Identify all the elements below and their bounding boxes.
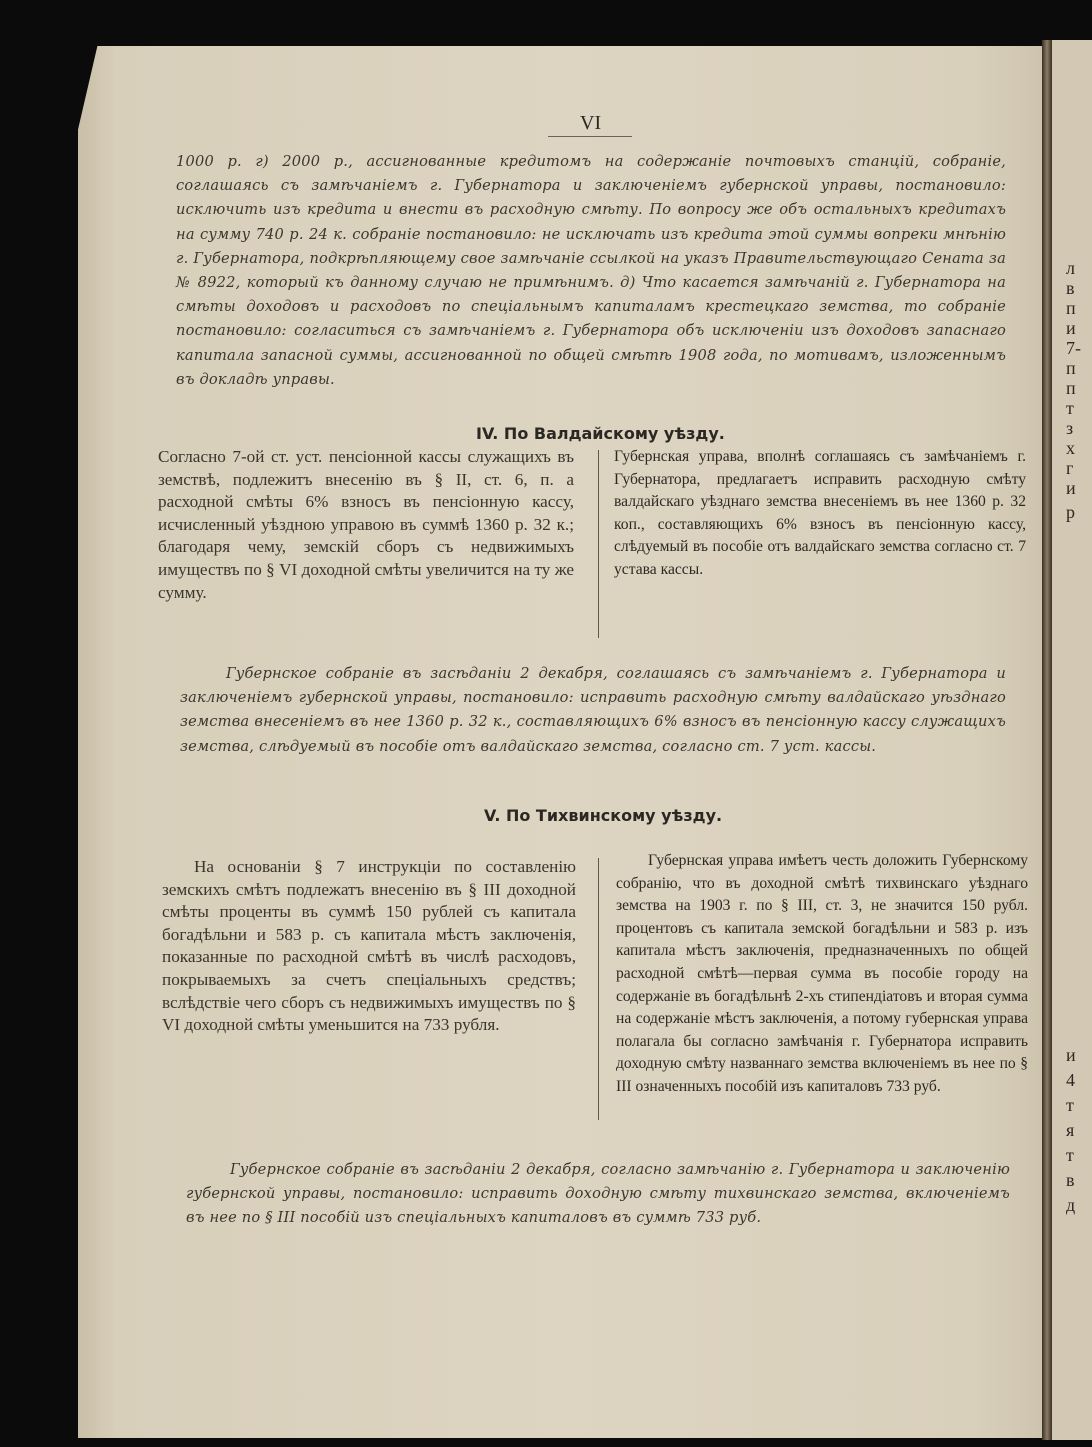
adjacent-page-fragment: п <box>1066 378 1076 398</box>
section-iv-heading: IV. По Валдайскому уѣзду. <box>476 424 725 443</box>
adjacent-page-fragment: в <box>1066 1170 1075 1190</box>
page-number: VI <box>580 112 602 134</box>
adjacent-page-fragment: т <box>1066 1095 1074 1115</box>
adjacent-page-fragment: т <box>1066 1145 1074 1165</box>
intro-paragraph: 1000 р. г) 2000 р., ассигнованные кредитомъ на содержаніе почтовыхъ станцій, собраніе, соглашаясь съ замѣчаніемъ г. Губернатора и заключеніемъ губернской управы, постановило: исключить изъ кредита и внести въ расходную смѣту. По вопросу же объ остальныхъ кредитахъ на сумму 740 р. 24 к. собраніе постановило: не исключать изъ кредита этой суммы вопреки мнѣнію г. Губернатора, подкрѣпляющему свое замѣчаніе ссылкой на указъ Правительствующаго Сената за № 8922, который къ данному случаю не примѣнимъ. д) Что касается замѣчаній г. Губернатора на смѣты доходовъ и расходовъ по спеціальнымъ капиталамъ крестецкаго земства, то собраніе постановило: согласиться съ замѣчаніемъ г. Губернатора объ исключеніи изъ доходовъ запаснаго капитала запасной суммы, ассигнованной по общей смѣтѣ 1908 года, по мотивамъ, изложеннымъ въ докладѣ управы. <box>176 153 1006 388</box>
adjacent-page-fragment: х <box>1066 438 1075 458</box>
section-v-left-column: На основаніи § 7 инструкціи по составленію земскихъ смѣтъ подлежатъ внесенію въ § III доходной смѣты проценты въ суммѣ 150 рублей съ капитала богадѣльни и 583 р. съ капитала мѣстъ заключенія, показанные по расходной смѣтѣ въ числѣ расходовъ, покрываемыхъ за счетъ спеціальныхъ средствъ; вслѣдствіе чего сборъ съ недвижимыхъ имуществъ по § VI доходной смѣты уменьшится на 733 рубля. <box>162 857 576 1035</box>
adjacent-page-fragment: д <box>1066 1195 1076 1215</box>
adjacent-page-fragment: в <box>1066 278 1075 298</box>
book-spine <box>1042 40 1052 1440</box>
section-iv-left-column: Согласно 7-ой ст. уст. пенсіонной кассы служащихъ въ земствѣ, подлежитъ внесенію въ § II, ст. 6, п. а расходной смѣты 6% взносъ въ пенсіонную кассу, исчисленный уѣздною управою въ суммѣ 1360 р. 32 к.; благодаря чему, земскій сборъ съ недвижимыхъ имуществъ по § VI доходной смѣты увеличится на ту же сумму. <box>158 447 574 602</box>
adjacent-page-fragment: и <box>1066 478 1076 498</box>
adjacent-page-fragment: я <box>1066 1120 1075 1140</box>
adjacent-page-fragment: п <box>1066 298 1076 318</box>
adjacent-page-fragment: г <box>1066 458 1074 478</box>
section-v-right-column: Губернская управа имѣетъ честь доложить Губернскому собранію, что въ доходной смѣтѣ тихвинскаго уѣзднаго земства на 1903 г. по § III, ст. 3, не значится 150 рубл. процентовъ съ капитала земской богадѣльни и 583 р. изъ капитала мѣстъ заключенія, предназначенныхъ по общей расходной смѣтѣ—первая сумма въ пособіе городу на содержаніе въ богадѣльнѣ 2-хъ стипендіатовъ и вторая сумма на содержаніе мѣстъ заключенія, а потому губернская управа полагала бы согласно замѣчанія г. Губернатора исправить доходную смѣту названнаго земства включеніемъ въ нее по § III означенныхъ пособій изъ капиталовъ 733 руб. <box>616 852 1028 1095</box>
adjacent-page-fragment: 4 <box>1066 1070 1075 1090</box>
section-iv-resolution: Губернское собраніе въ засѣданіи 2 декабря, соглашаясь съ замѣчаніемъ г. Губернатора и заключеніемъ губернской управы, постановило: исправить расходную смѣту валдайскаго уѣзднаго земства внесеніемъ въ нее 1360 р. 32 к., составляющихъ 6% взносъ въ пенсіонную кассу служащихъ земства, слѣдуемый въ пособіе отъ валдайскаго земства, согласно ст. 7 уст. кассы. <box>180 665 1006 755</box>
adjacent-page-fragment: 7- <box>1066 338 1081 358</box>
adjacent-page-fragment: т <box>1066 398 1074 418</box>
adjacent-page-fragment: и <box>1066 1045 1076 1065</box>
section-iv-column-divider <box>598 450 599 638</box>
section-v-column-divider <box>598 858 599 1120</box>
adjacent-page-fragment: и <box>1066 318 1076 338</box>
section-v-resolution: Губернское собраніе въ засѣданіи 2 декабря, согласно замѣчанію г. Губернатора и заключенію губернской управы, постановило: исправить доходную смѣту тихвинскаго земства, включеніемъ въ нее по § III пособій изъ спеціальныхъ капиталовъ въ суммѣ 733 руб. <box>186 1161 1010 1227</box>
section-v-heading: V. По Тихвинскому уѣзду. <box>484 806 723 825</box>
adjacent-page-fragment: з <box>1066 418 1074 438</box>
page-number-rule <box>548 136 632 137</box>
adjacent-page-fragment: р <box>1066 502 1075 522</box>
adjacent-page-fragment: л <box>1066 258 1075 278</box>
adjacent-page-fragment: п <box>1066 358 1076 378</box>
adjacent-page-edge <box>1052 40 1092 1440</box>
section-iv-right-column: Губернская управа, вполнѣ соглашаясь съ замѣчаніемъ г. Губернатора, предлагаетъ исправить расходную смѣту валдайскаго уѣзднаго земства внесеніемъ въ нее 1360 р. 32 коп., составляющихъ 6% взносъ въ пенсіонную кассу, слѣдуемый въ пособіе отъ валдайскаго земства согласно ст. 7 устава кассы. <box>614 448 1026 578</box>
